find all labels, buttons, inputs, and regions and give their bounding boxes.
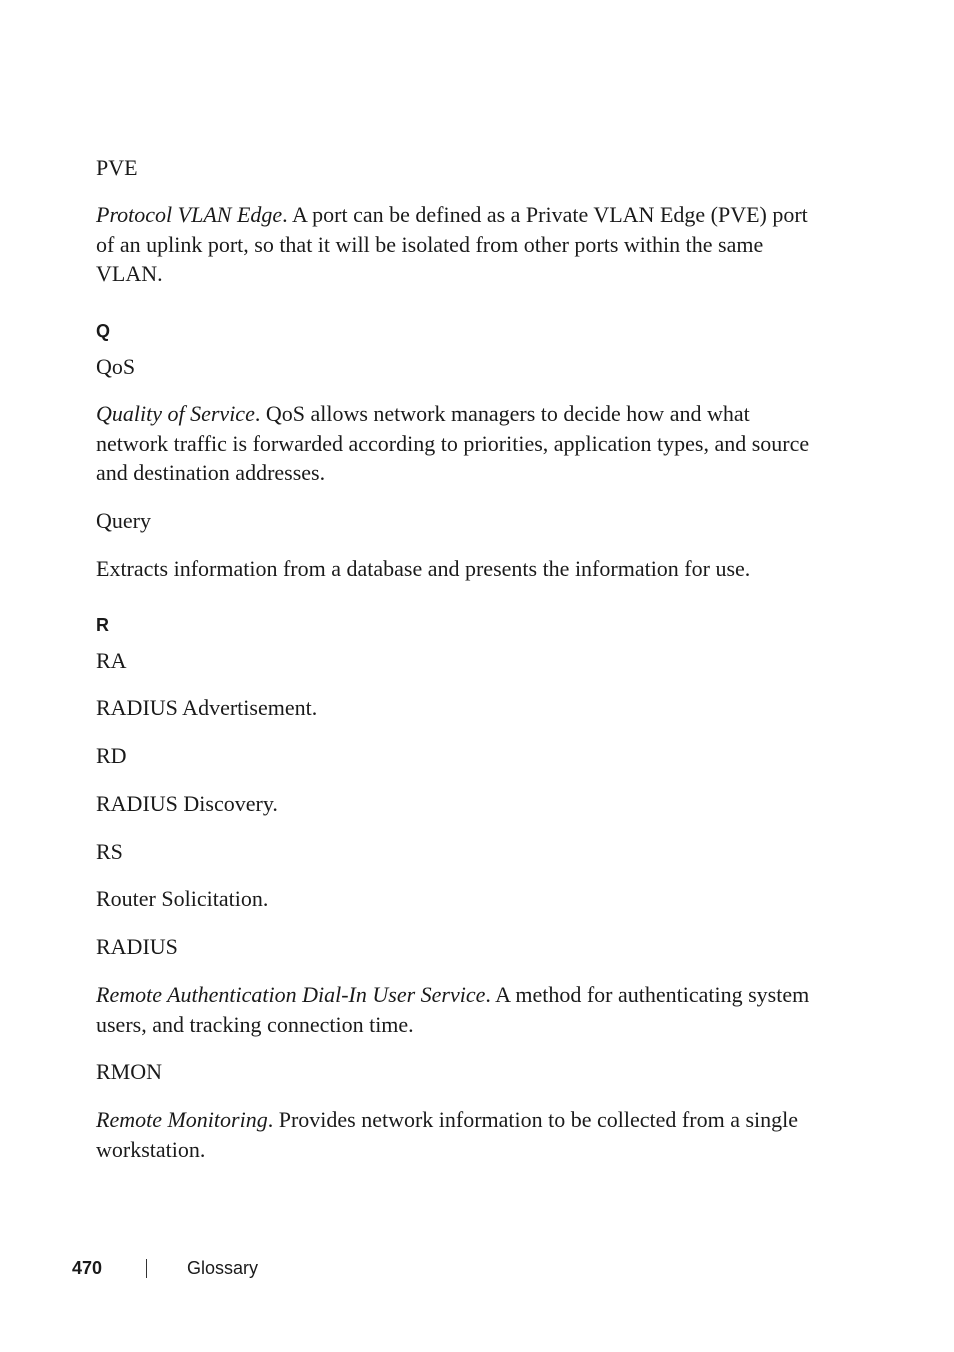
term-rmon: RMON (96, 1059, 163, 1084)
definition-text-pve: . A port can be defined as a Private VLAN Edge (PVE) port of an uplink port, so that it will be isolated from other ports within the same VLAN. (96, 202, 808, 286)
expansion-rmon: Remote Monitoring (96, 1107, 268, 1132)
definition-rmon (96, 1105, 826, 1164)
expansion-radius: Remote Authentication Dial-In User Service (96, 982, 486, 1007)
term-query: Query (96, 508, 151, 533)
definition-text-rmon: . Provides network information to be collected from a single workstation. (96, 1107, 799, 1162)
definition-rd: RADIUS Discovery. (96, 791, 278, 816)
definition-text-radius: . A method for authenticating system users, and tracking connection time. (96, 982, 810, 1037)
footer-divider (146, 1259, 147, 1278)
term-pve: PVE (96, 155, 138, 180)
definition-ra: RADIUS Advertisement. (96, 695, 318, 720)
expansion-qos: Quality of Service (96, 401, 255, 426)
definition-pve (96, 200, 826, 289)
term-qos: QoS (96, 354, 136, 379)
definition-radius (96, 980, 826, 1039)
term-radius: RADIUS (96, 934, 178, 959)
term-rd: RD (96, 743, 127, 768)
page-number: 470 (72, 1258, 103, 1278)
definition-rs: Router Solicitation. (96, 886, 269, 911)
term-rs: RS (96, 839, 123, 864)
expansion-pve: Protocol VLAN Edge (96, 202, 283, 227)
term-ra: RA (96, 648, 127, 673)
footer-section-title: Glossary (187, 1258, 259, 1278)
definition-query: Extracts information from a database and presents the information for use. (96, 556, 751, 581)
definition-qos (96, 399, 826, 488)
definition-text-qos: . QoS allows network managers to decide how and what network traffic is forwarded according to priorities, application types, and source and destination addresses. (96, 401, 810, 485)
section-letter-r: R (96, 615, 109, 635)
section-letter-q: Q (96, 321, 111, 341)
